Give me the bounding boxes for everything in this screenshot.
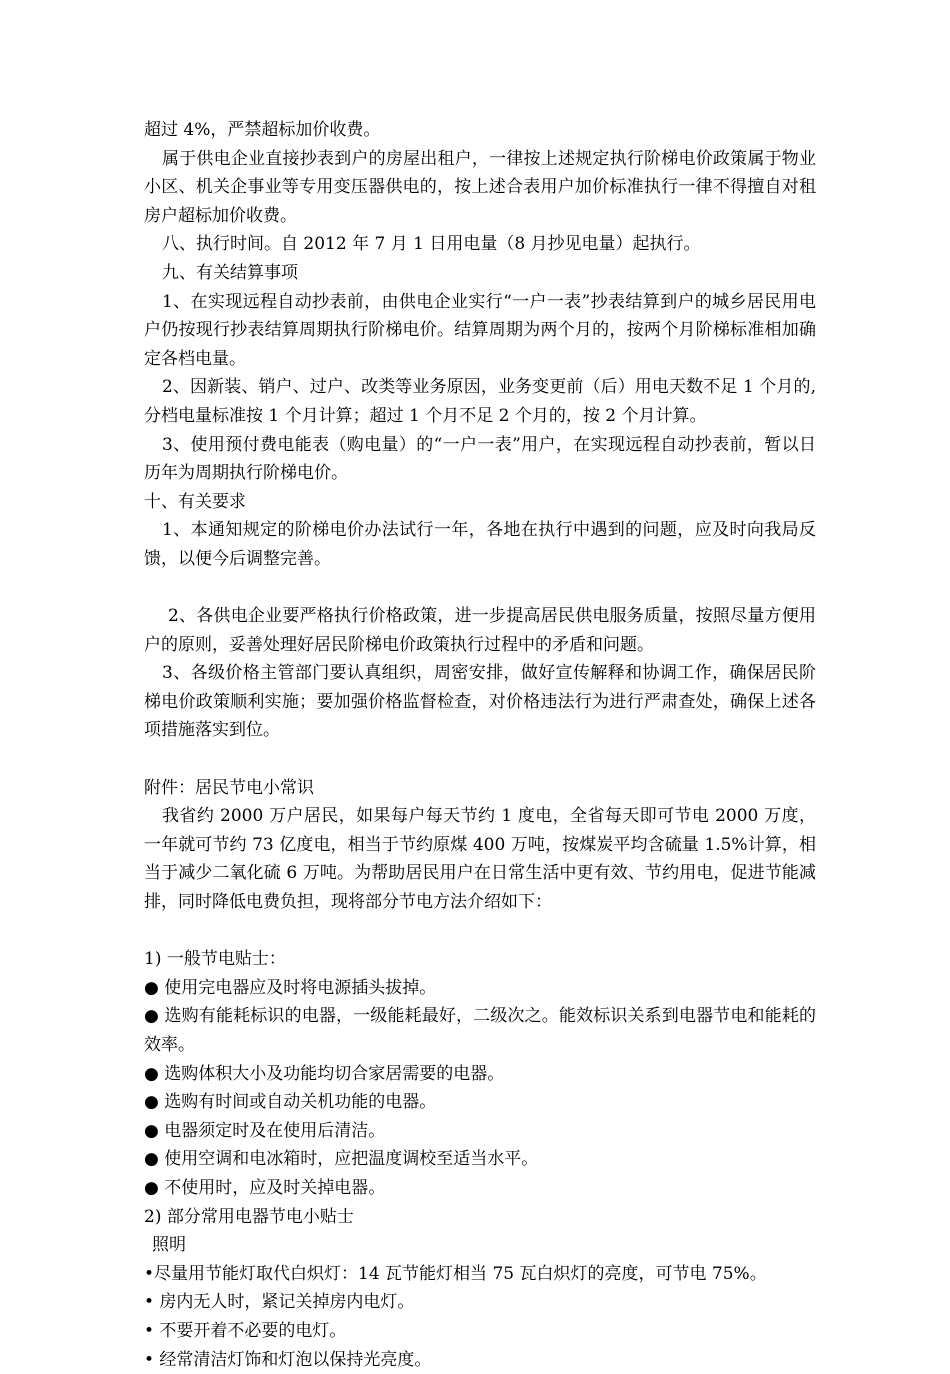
blank-line — [144, 745, 816, 774]
paragraph: 2、因新装、销户、过户、改类等业务原因，业务变更前（后）用电天数不足 1 个月的, 分档电量标准按 1 个月计算；超过 1 个月不足 2 个月的，按 2 个月计算。 — [144, 377, 816, 426]
list-item: • 经常清洁灯饰和灯泡以保持光亮度。 — [144, 1349, 432, 1370]
list-item: ● 电器须定时及在使用后清洁。 — [144, 1120, 386, 1141]
blank-line — [144, 574, 816, 603]
attachment-heading: 附件：居民节电小常识 — [144, 777, 314, 798]
list-heading: 2) 部分常用电器节电小贴士 — [144, 1206, 354, 1227]
paragraph: 1、本通知规定的阶梯电价办法试行一年，各地在执行中遇到的问题，应及时向我局反馈，以便今后调整完善。 — [144, 520, 816, 569]
list-item: ● 使用空调和电冰箱时，应把温度调校至适当水平。 — [144, 1149, 539, 1170]
subheading: 照明 — [152, 1235, 186, 1256]
list-item: • 不要开着不必要的电灯。 — [144, 1320, 347, 1341]
paragraph: 八、执行时间。自 2012 年 7 月 1 日用电量（8 月抄见电量）起执行。 — [162, 234, 701, 255]
section-heading: 十、有关要求 — [144, 491, 246, 512]
paragraph: 3、使用预付费电能表（购电量）的“一户一表”用户，在实现远程自动抄表前，暂以日历年为周期执行阶梯电价。 — [144, 434, 816, 484]
paragraph: 1、在实现远程自动抄表前，由供电企业实行“一户一表”抄表结算到户的城乡居民用电户仍按现行抄表结算周期执行阶梯电价。结算周期为两个月的，按两个月阶梯标准相加确定各档电量。 — [144, 291, 816, 369]
section-heading: 九、有关结算事项 — [162, 262, 298, 283]
list-heading: 1) 一般节电贴士： — [144, 949, 286, 970]
list-item: •尽量用节能灯取代白炽灯：14 瓦节能灯相当 75 瓦白炽灯的亮度，可节电 75%。 — [144, 1263, 767, 1284]
paragraph: 超过 4%，严禁超标加价收费。 — [144, 120, 381, 140]
paragraph: 2、各供电企业要严格执行价格政策，进一步提高居民供电服务质量，按照尽量方便用户的原则，妥善处理好居民阶梯电价政策执行过程中的矛盾和问题。 — [144, 606, 816, 655]
list-item: ● 选购有时间或自动关机功能的电器。 — [144, 1092, 437, 1113]
paragraph: 我省约 2000 万户居民，如果每户每天节约 1 度电，全省每天即可节电 2000 万度，一年就可节约 73 亿度电，相当于节约原煤 400 万吨，按煤炭平均含硫量 1.5%计算，相当于减少二氧化硫 6 万吨。为帮助居民用户在日常生活中更有效、节约用电，促进节能减排，同时降低电费负担，现将部分节电方法介绍如下： — [144, 806, 816, 913]
list-item: ● 选购体积大小及功能均切合家居需要的电器。 — [144, 1063, 505, 1084]
list-item: ● 选购有能耗标识的电器，一级能耗最好，二级次之。能效标识关系到电器节电和能耗的效率。 — [144, 1006, 816, 1055]
list-item: ● 使用完电器应及时将电源插头拔掉。 — [144, 977, 437, 998]
paragraph: 3、各级价格主管部门要认真组织，周密安排，做好宣传解释和协调工作，确保居民阶梯电价政策顺利实施；要加强价格监督检查，对价格违法行为进行严肃查处，确保上述各项措施落实到位。 — [144, 663, 816, 741]
blank-line — [144, 917, 816, 946]
list-item: • 房内无人时，紧记关掉房内电灯。 — [144, 1292, 415, 1313]
document-body — [144, 116, 816, 1374]
paragraph: 属于供电企业直接抄表到户的房屋出租户，一律按上述规定执行阶梯电价政策属于物业小区、机关企事业等专用变压器供电的，按上述合表用户加价标准执行一律不得擅自对租房户超标加价收费。 — [144, 148, 816, 226]
list-item: ● 不使用时，应及时关掉电器。 — [144, 1177, 386, 1198]
